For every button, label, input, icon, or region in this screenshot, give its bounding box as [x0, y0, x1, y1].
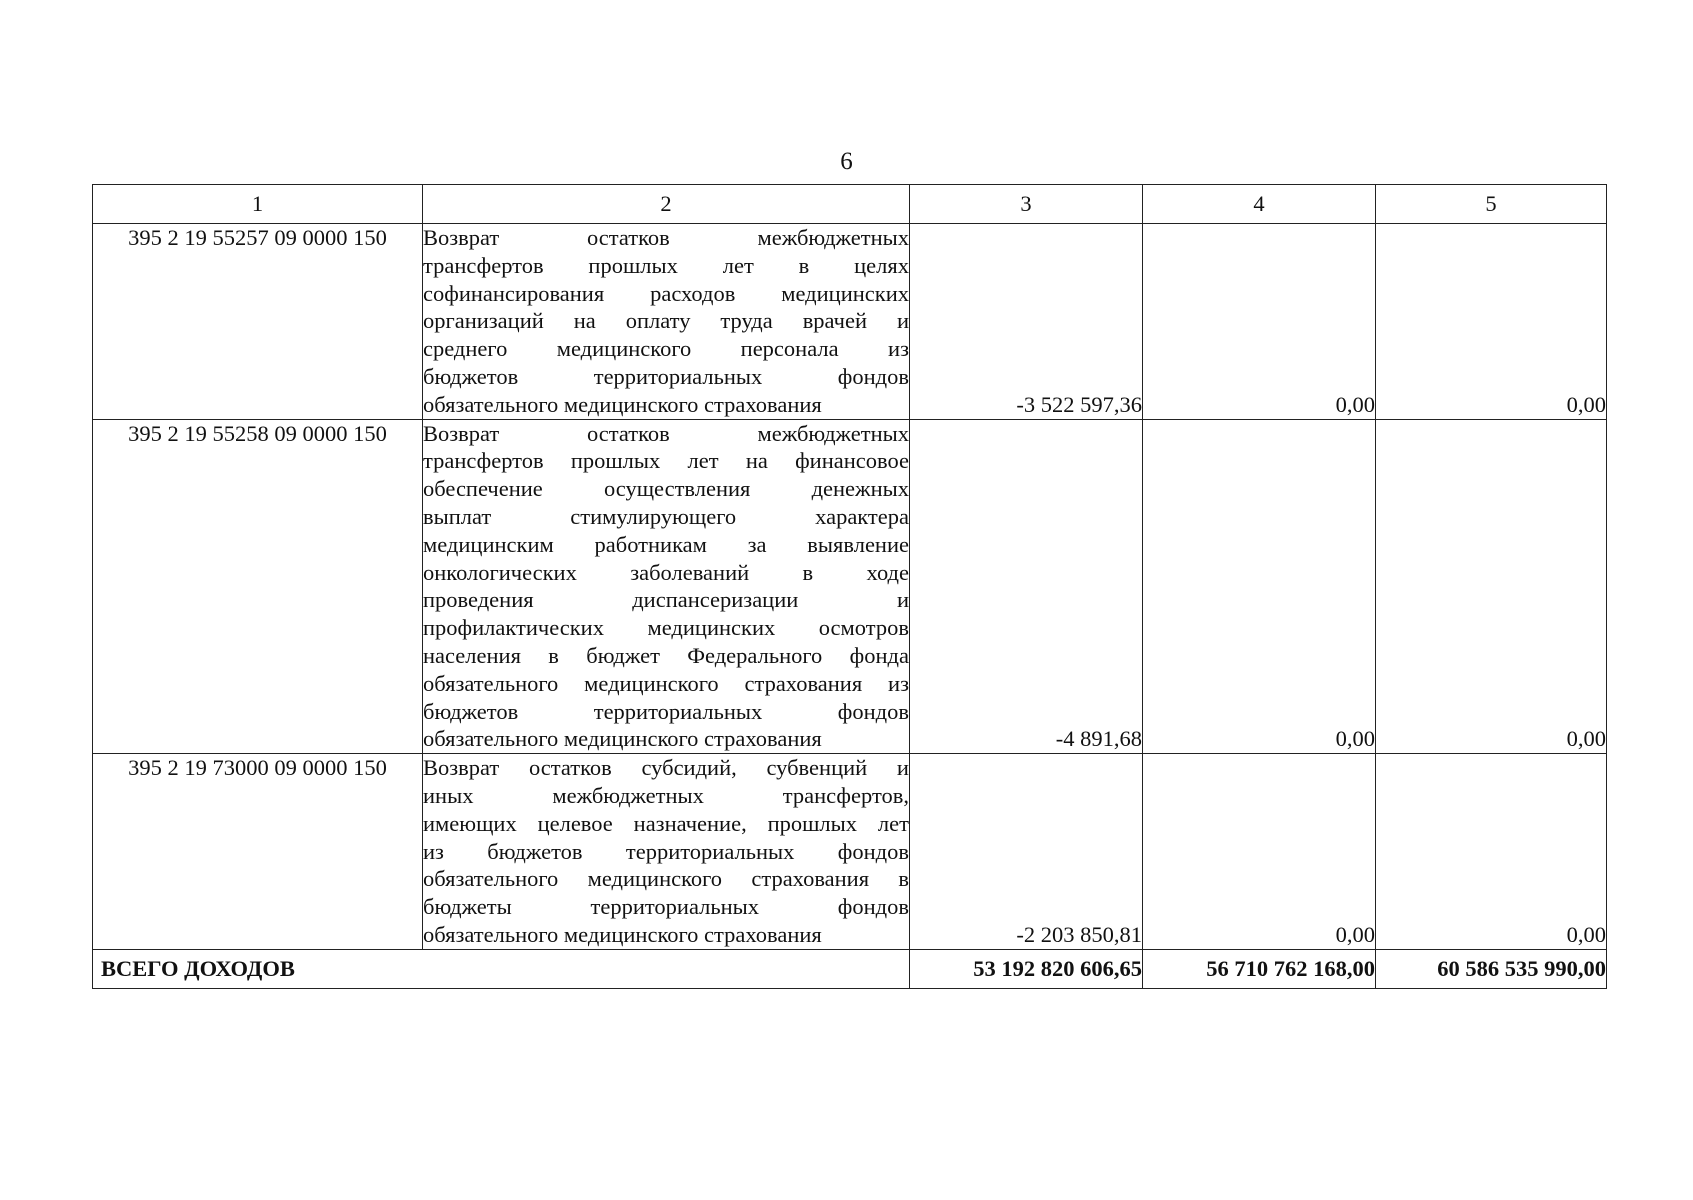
- description-line: [423, 725, 909, 753]
- amount-col-4: 0,00: [1143, 224, 1376, 420]
- description-word: бюджетов: [487, 838, 583, 864]
- description-word: трансфертов: [423, 252, 544, 278]
- amount-col-4: 0,00: [1143, 754, 1376, 950]
- description-word: лет: [877, 810, 909, 836]
- description-word: прошлых: [767, 810, 858, 836]
- budget-code: 395 2 19 73000 09 0000 150: [93, 754, 423, 950]
- description-word: финансовое: [795, 448, 909, 474]
- description-word: территориальных: [625, 838, 795, 864]
- description-word: имеющих: [423, 810, 517, 836]
- amount-col-3: -2 203 850,81: [910, 754, 1143, 950]
- description-word: заболеваний: [630, 559, 750, 585]
- amount-col-4: 0,00: [1143, 419, 1376, 754]
- description-word: обеспечение: [423, 476, 543, 502]
- table-row: [93, 419, 1607, 754]
- description-word: остатков: [528, 755, 612, 781]
- description-word: фондов: [837, 894, 909, 920]
- amount-col-5: 0,00: [1376, 754, 1607, 950]
- description-word: бюджетов: [423, 698, 519, 724]
- description-word: и: [896, 587, 909, 613]
- description-line: [423, 698, 909, 726]
- description-word: обязательного: [423, 670, 559, 696]
- description-word: прошлых: [570, 448, 661, 474]
- column-header-5: 5: [1376, 185, 1607, 224]
- description-word: Федерального: [687, 642, 823, 668]
- description-word: проведения: [423, 587, 534, 613]
- description-word: иных: [423, 782, 474, 808]
- table-row: [93, 754, 1607, 950]
- description-word: территориальных: [593, 363, 763, 389]
- amount-col-5: 0,00: [1376, 419, 1607, 754]
- description-word: и: [896, 308, 909, 334]
- description-word: в: [898, 866, 909, 892]
- description-line: [423, 838, 909, 866]
- description-word: субсидий,: [641, 755, 737, 781]
- description-word: на: [745, 448, 768, 474]
- description-word: медицинского: [584, 670, 719, 696]
- description-word: Возврат: [423, 225, 500, 250]
- description-word: Возврат: [423, 420, 500, 446]
- total-col-4: 56 710 762 168,00: [1143, 949, 1376, 988]
- description-word: медицинским: [423, 531, 554, 557]
- revenue-description: [423, 754, 910, 950]
- description-line: [423, 307, 909, 335]
- description-word: из: [423, 838, 444, 864]
- description-word: бюджеты: [423, 894, 512, 920]
- description-line: [423, 531, 909, 559]
- description-word: обязательного медицинского страхования: [423, 391, 822, 417]
- description-word: страхования: [744, 670, 863, 696]
- description-word: персонала: [740, 336, 839, 362]
- description-line: [423, 503, 909, 531]
- page-number: 6: [840, 148, 853, 175]
- column-header-3: 3: [910, 185, 1143, 224]
- description-word: в: [548, 642, 559, 668]
- description-word: в: [802, 559, 814, 585]
- description-word: фондов: [837, 698, 909, 724]
- description-line: [423, 754, 909, 782]
- description-word: страхования: [751, 866, 870, 892]
- description-word: софинансирования: [423, 280, 605, 306]
- description-word: бюджет: [586, 642, 660, 668]
- description-word: фондов: [837, 363, 909, 389]
- description-word: межбюджетных: [757, 225, 909, 250]
- description-line: [423, 893, 909, 921]
- description-line: [423, 586, 909, 614]
- description-line: [423, 363, 909, 391]
- total-col-5: 60 586 535 990,00: [1376, 949, 1607, 988]
- description-word: за: [747, 531, 767, 557]
- description-word: трансфертов: [423, 448, 544, 474]
- description-line: [423, 224, 909, 252]
- column-header-2: 2: [423, 185, 910, 224]
- table-header-row: [93, 185, 1607, 224]
- description-word: целях: [854, 252, 909, 278]
- description-word: межбюджетных: [757, 420, 909, 446]
- description-word: назначение,: [633, 810, 747, 836]
- amount-col-5: 0,00: [1376, 224, 1607, 420]
- revenue-table: [92, 184, 1607, 989]
- description-word: межбюджетных: [552, 782, 704, 808]
- description-word: Возврат: [423, 755, 500, 781]
- description-word: лет: [722, 252, 754, 278]
- description-word: медицинского: [556, 336, 692, 362]
- total-col-3: 53 192 820 606,65: [910, 949, 1143, 988]
- description-word: на: [573, 308, 596, 334]
- description-word: выплат: [423, 503, 492, 529]
- description-line: [423, 614, 909, 642]
- description-word: лет: [687, 448, 719, 474]
- description-word: денежных: [811, 476, 909, 502]
- description-word: стимулирующего: [570, 503, 737, 529]
- description-word: врачей: [802, 308, 867, 334]
- description-word: и: [896, 755, 909, 781]
- description-line: [423, 447, 909, 475]
- description-word: труда: [720, 308, 773, 334]
- description-line: [423, 782, 909, 810]
- description-word: медицинского: [587, 866, 723, 892]
- description-line: [423, 335, 909, 363]
- description-word: остатков: [586, 420, 670, 446]
- budget-code: 395 2 19 55258 09 0000 150: [93, 419, 423, 754]
- column-header-4: 4: [1143, 185, 1376, 224]
- description-word: фондов: [837, 838, 909, 864]
- description-line: [423, 810, 909, 838]
- description-word: обязательного медицинского страхования: [423, 726, 822, 752]
- description-word: населения: [423, 642, 521, 668]
- description-line: [423, 642, 909, 670]
- description-word: территориальных: [590, 894, 760, 920]
- description-line: [423, 420, 909, 448]
- description-line: [423, 475, 909, 503]
- description-word: бюджетов: [423, 363, 519, 389]
- description-word: онкологических: [423, 559, 577, 585]
- description-line: [423, 921, 909, 949]
- revenue-description: [423, 224, 910, 420]
- amount-col-3: -3 522 597,36: [910, 224, 1143, 420]
- description-word: выявление: [807, 531, 909, 557]
- description-word: обязательного медицинского страхования: [423, 921, 822, 947]
- revenue-description: [423, 419, 910, 754]
- description-line: [423, 280, 909, 308]
- description-line: [423, 670, 909, 698]
- description-word: ходе: [866, 559, 909, 585]
- description-word: осуществления: [603, 476, 751, 502]
- amount-col-3: -4 891,68: [910, 419, 1143, 754]
- description-word: остатков: [586, 225, 670, 250]
- description-line: [423, 252, 909, 280]
- description-word: из: [888, 670, 909, 696]
- table-row: [93, 224, 1607, 420]
- description-word: медицинских: [781, 280, 909, 306]
- description-word: фонда: [849, 642, 909, 668]
- description-word: осмотров: [818, 615, 909, 641]
- description-word: территориальных: [593, 698, 763, 724]
- description-word: расходов: [650, 280, 736, 306]
- description-word: в: [798, 252, 810, 278]
- description-word: среднего: [423, 336, 508, 362]
- description-word: из: [888, 336, 909, 362]
- description-word: характера: [815, 503, 909, 529]
- description-word: целевое: [537, 810, 613, 836]
- description-word: оплату: [625, 308, 691, 334]
- description-line: [423, 559, 909, 587]
- description-line: [423, 391, 909, 419]
- total-label: ВСЕГО ДОХОДОВ: [93, 949, 910, 988]
- column-header-1: 1: [93, 185, 423, 224]
- description-line: [423, 865, 909, 893]
- budget-code: 395 2 19 55257 09 0000 150: [93, 224, 423, 420]
- description-word: обязательного: [423, 866, 559, 892]
- description-word: профилактических: [423, 615, 604, 641]
- description-word: медицинских: [647, 615, 776, 641]
- description-word: работникам: [594, 531, 707, 557]
- description-word: организаций: [423, 308, 544, 334]
- description-word: субвенций: [766, 755, 868, 781]
- total-row: [93, 949, 1607, 988]
- description-word: диспансеризации: [632, 587, 799, 613]
- description-word: прошлых: [588, 252, 678, 278]
- description-word: трансфертов,: [782, 782, 909, 808]
